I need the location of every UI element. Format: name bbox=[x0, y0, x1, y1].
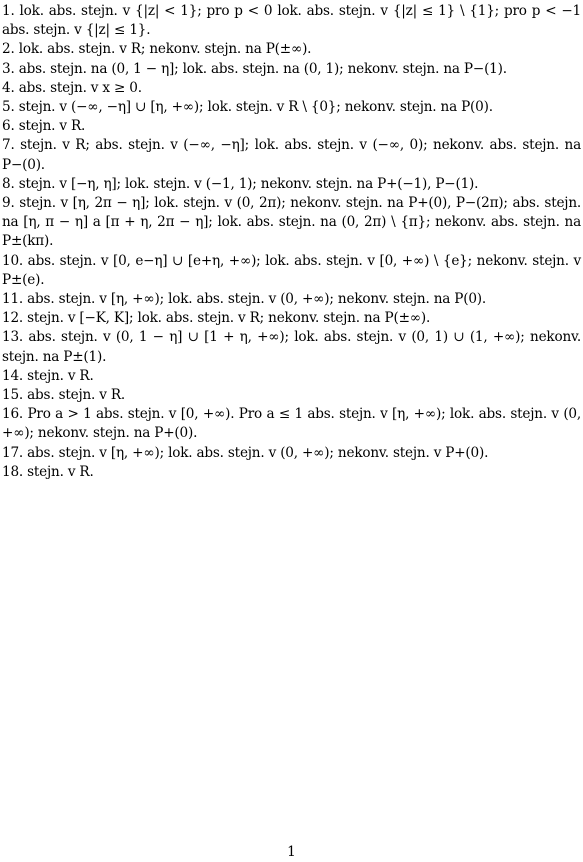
answer-item: 14. stejn. v R. bbox=[2, 367, 94, 384]
answer-item: 6. stejn. v R. bbox=[2, 118, 86, 135]
answer-item: 15. abs. stejn. v R. bbox=[2, 387, 126, 404]
answer-item: 5. stejn. v (−∞, −η] ∪ [η, +∞); lok. stejn. v R \ {0}; nekonv. stejn. na P(0). bbox=[2, 99, 493, 116]
answer-item: 1. lok. abs. stejn. v {|z| < 1}; pro p < 0 lok. abs. stejn. v {|z| ≤ 1} \ {1}; pro p < −1 abs. stejn. v {|z| ≤ 1}. bbox=[2, 3, 581, 39]
answer-item: 11. abs. stejn. v [η, +∞); lok. abs. stejn. v (0, +∞); nekonv. stejn. na P(0). bbox=[2, 291, 486, 308]
page-number: 1 bbox=[287, 844, 296, 860]
answer-item: 8. stejn. v [−η, η]; lok. stejn. v (−1, 1); nekonv. stejn. na P+(−1), P−(1). bbox=[2, 175, 479, 192]
answer-item: 12. stejn. v [−K, K]; lok. abs. stejn. v R; nekonv. stejn. na P(±∞). bbox=[2, 310, 431, 327]
answer-item: 18. stejn. v R. bbox=[2, 463, 94, 480]
answer-item: 7. stejn. v R; abs. stejn. v (−∞, −η]; lok. abs. stejn. v (−∞, 0); nekonv. abs. stejn. na P−(0). bbox=[2, 137, 581, 173]
answer-item: 10. abs. stejn. v [0, e−η] ∪ [e+η, +∞); lok. abs. stejn. v [0, +∞) \ {e}; nekonv. stejn. v P±(e). bbox=[2, 252, 581, 288]
answer-item: 3. abs. stejn. na (0, 1 − η]; lok. abs. stejn. na (0, 1); nekonv. stejn. na P−(1). bbox=[2, 60, 507, 77]
answer-item: 4. abs. stejn. v x ≥ 0. bbox=[2, 79, 142, 96]
answer-item: 13. abs. stejn. v (0, 1 − η] ∪ [1 + η, +∞); lok. abs. stejn. v (0, 1) ∪ (1, +∞); nekonv. stejn. na P±(1). bbox=[2, 329, 581, 365]
answer-list bbox=[2, 2, 581, 482]
answer-item: 2. lok. abs. stejn. v R; nekonv. stejn. na P(±∞). bbox=[2, 41, 312, 58]
answer-item: 17. abs. stejn. v [η, +∞); lok. abs. stejn. v (0, +∞); nekonv. stejn. v P+(0). bbox=[2, 444, 489, 461]
answer-item: 9. stejn. v [η, 2π − η]; lok. stejn. v (0, 2π); nekonv. stejn. na P+(0), P−(2π); abs. stejn. na [η, π − η] a [π + η, 2π − η]; lok. abs. stejn. na (0, 2π) \ {π}; nekonv. abs. stejn. na P±(kπ). bbox=[2, 195, 581, 250]
answer-item: 16. Pro a > 1 abs. stejn. v [0, +∞). Pro a ≤ 1 abs. stejn. v [η, +∞); lok. abs. stejn. v (0, +∞); nekonv. stejn. na P+(0). bbox=[2, 406, 581, 442]
